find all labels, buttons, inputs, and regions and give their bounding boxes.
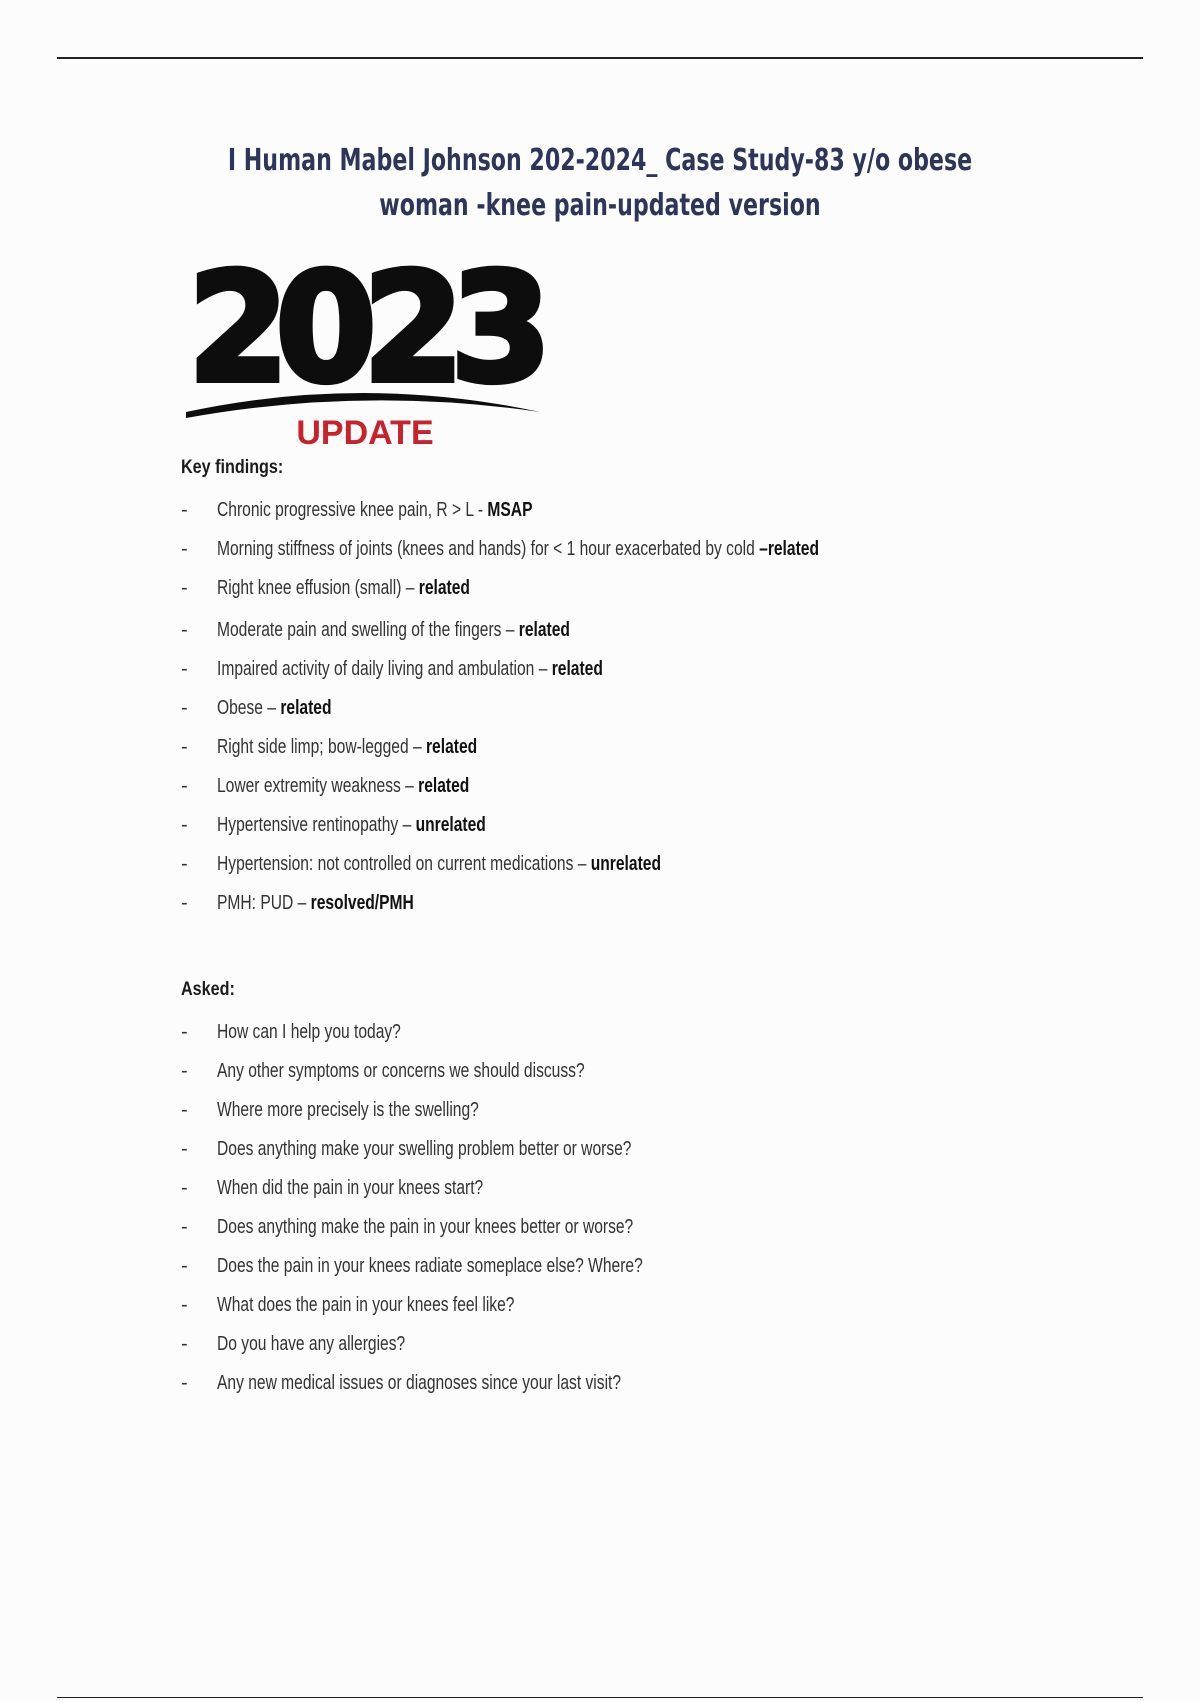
list-item: - Lower extremity weakness – related [181,775,470,797]
key-findings-list [181,497,819,929]
list-item: - PMH: PUD – resolved/PMH [181,892,414,914]
list-item: - Right knee effusion (small) – related [181,577,470,599]
list-item: - Do you have any allergies? [181,1333,406,1355]
list-item: - Chronic progressive knee pain, R > L - MSAP [181,499,533,521]
list-item: - Does the pain in your knees radiate someplace else? Where? [181,1255,643,1277]
asked-heading: Asked: [181,979,235,1000]
logo-year: 2023 [188,262,541,416]
key-findings-heading: Key findings: [181,457,284,478]
key-findings-section [181,457,819,929]
list-item: - When did the pain in your knees start? [181,1177,484,1199]
asked-section [181,979,643,1409]
list-item: - What does the pain in your knees feel like? [181,1294,515,1316]
top-rule [57,57,1143,59]
list-item: - Right side limp; bow-legged – related [181,736,478,758]
document-title: I Human Mabel Johnson 202-2024_ Case Study-83 y/o obese woman -knee pain-updated version [227,143,973,223]
bottom-rule [57,1697,1143,1698]
list-item: - Obese – related [181,697,332,719]
list-item: - Hypertensive rentinopathy – unrelated [181,814,486,836]
list-item: - How can I help you today? [181,1021,401,1043]
list-item: - Any new medical issues or diagnoses since your last visit? [181,1372,622,1394]
logo-update-label: UPDATE [296,414,434,452]
list-item: - Does anything make the pain in your knees better or worse? [181,1216,634,1238]
list-item: - Morning stiffness of joints (knees and hands) for < 1 hour exacerbated by cold –related [181,538,819,560]
list-item: - Hypertension: not controlled on current medications – unrelated [181,853,661,875]
list-item: - Moderate pain and swelling of the fingers – related [181,619,570,641]
list-item: - Where more precisely is the swelling? [181,1099,479,1121]
list-item: - Does anything make your swelling problem better or worse? [181,1138,632,1160]
list-item: - Impaired activity of daily living and ambulation – related [181,658,603,680]
asked-list [181,1019,643,1409]
list-item: - Any other symptoms or concerns we should discuss? [181,1060,585,1082]
update-2023-logo [178,262,548,452]
